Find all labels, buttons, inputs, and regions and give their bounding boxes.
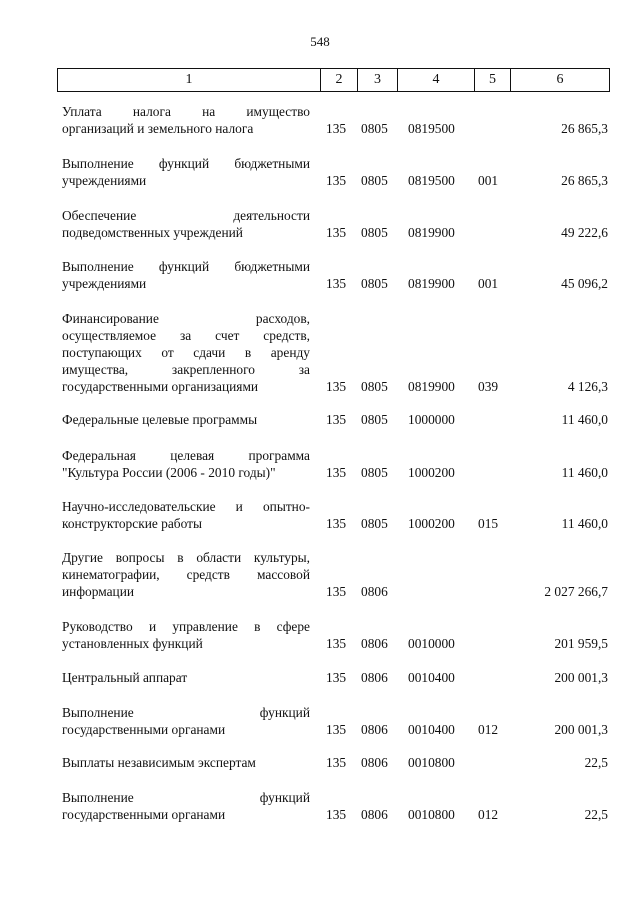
row-col-3: 0805 [361,412,388,427]
table-row [0,790,640,823]
row-col-5: 001 [478,173,499,188]
row-description-line: Обеспечение деятельности [62,208,310,223]
row-col-4: 0819500 [408,121,455,136]
row-col-4: 0819900 [408,276,455,291]
row-description [62,754,310,771]
row-col-3: 0805 [361,465,388,480]
table-row [0,156,640,189]
row-description-line: Выполнение функций [62,790,310,805]
row-description [62,411,310,428]
row-col-3: 0805 [361,516,388,531]
row-description-line: Научно-исследовательские и опытно- [62,499,310,514]
page-number: 548 [310,34,330,49]
row-col-4: 1000200 [408,465,455,480]
row-description-line: Руководство и управление в сфере [62,619,310,634]
row-description-line: поступающих от сдачи в аренду [62,345,310,360]
row-description [62,618,310,652]
row-description [62,704,310,738]
row-col-4: 1000200 [408,516,455,531]
row-col-6: 11 460,0 [561,465,608,480]
row-description-line: Выплаты независимым экспертам [62,755,256,770]
row-col-3: 0805 [361,379,388,394]
row-description [62,310,310,395]
row-col-5: 012 [478,722,499,737]
row-col-6: 201 959,5 [554,636,608,651]
table-row [0,550,640,600]
row-col-3: 0805 [361,121,388,136]
row-col-6: 11 460,0 [561,516,608,531]
row-description-line: конструкторские работы [62,516,202,531]
row-description-line: Финансирование расходов, [62,311,310,326]
row-col-2: 135 [326,636,347,651]
row-description-line: Выполнение функций бюджетными [62,156,310,171]
row-description [62,447,310,481]
row-description-line: "Культура России (2006 - 2010 годы)" [62,465,276,480]
header-col-3: 3 [358,69,398,91]
row-description-line: государственными органами [62,722,226,737]
header-col-4: 4 [398,69,475,91]
row-col-2: 135 [326,722,347,737]
row-description [62,207,310,241]
row-description-line: учреждениями [62,173,147,188]
row-col-5: 001 [478,276,499,291]
row-description-line: учреждениями [62,276,147,291]
row-col-3: 0806 [361,670,388,685]
row-col-4: 0010800 [408,807,455,822]
row-col-4: 0010000 [408,636,455,651]
table-row [0,104,640,137]
row-description-line: имущества, закрепленного за [62,362,310,377]
row-col-6: 4 126,3 [567,379,608,394]
row-col-3: 0806 [361,807,388,822]
row-col-6: 200 001,3 [554,670,608,685]
row-col-2: 135 [326,412,347,427]
table-row [0,669,640,686]
header-col-1: 1 [58,69,321,91]
row-col-5: 039 [478,379,499,394]
table-row [0,411,640,428]
row-col-5: 015 [478,516,499,531]
table-row [0,499,640,532]
row-col-2: 135 [326,465,347,480]
row-col-4: 0819900 [408,379,455,394]
row-col-2: 135 [326,121,347,136]
row-description-line: государственными организациями [62,379,259,394]
row-description-line: подведомственных учреждений [62,225,243,240]
row-col-3: 0806 [361,636,388,651]
row-col-4: 0819500 [408,173,455,188]
row-col-2: 135 [326,516,347,531]
row-description-line: Другие вопросы в области культуры, [62,550,310,565]
row-col-3: 0806 [361,722,388,737]
row-description-line: кинематографии, средств массовой [62,567,310,582]
row-col-2: 135 [326,225,347,240]
row-description-line: Центральный аппарат [62,670,188,685]
row-description-line: Выполнение функций бюджетными [62,259,310,274]
row-description [62,549,310,600]
table-row [0,754,640,771]
row-description [62,103,310,137]
row-col-6: 26 865,3 [561,173,608,188]
row-col-6: 22,5 [584,807,608,822]
row-col-6: 26 865,3 [561,121,608,136]
header-col-5: 5 [475,69,511,91]
row-description [62,669,310,686]
row-col-2: 135 [326,670,347,685]
row-description-line: осуществляемое за счет средств, [62,328,310,343]
row-description-line: Федеральные целевые программы [62,412,258,427]
row-col-4: 1000000 [408,412,455,427]
row-description-line: информации [62,584,135,599]
header-col-6: 6 [556,72,564,87]
row-col-3: 0805 [361,173,388,188]
row-col-2: 135 [326,755,347,770]
row-col-4: 0010400 [408,722,455,737]
row-col-6: 49 222,6 [561,225,608,240]
row-description [62,789,310,823]
table-row [0,208,640,241]
row-description [62,258,310,292]
row-description [62,498,310,532]
row-description-line: организаций и земельного налога [62,121,254,136]
row-col-4: 0819900 [408,225,455,240]
row-description-line: Выполнение функций [62,705,310,720]
row-col-4: 0010400 [408,670,455,685]
row-col-2: 135 [326,807,347,822]
row-col-6: 11 460,0 [561,412,608,427]
row-col-5: 012 [478,807,499,822]
row-col-4: 0010800 [408,755,455,770]
row-col-6: 2 027 266,7 [544,584,608,599]
row-description-line: Федеральная целевая программа [62,448,310,463]
row-description-line: установленных функций [62,636,203,651]
row-col-3: 0805 [361,225,388,240]
header-col-2: 2 [321,69,358,91]
row-description-line: Уплата налога на имущество [62,104,310,119]
row-col-6: 200 001,3 [554,722,608,737]
row-col-3: 0806 [361,584,388,599]
row-col-3: 0806 [361,755,388,770]
row-col-3: 0805 [361,276,388,291]
row-col-2: 135 [326,584,347,599]
row-col-6: 22,5 [584,755,608,770]
table-row [0,448,640,481]
row-description [62,155,310,189]
row-col-2: 135 [326,276,347,291]
row-col-2: 135 [326,173,347,188]
table-row [0,311,640,395]
table-row [0,705,640,738]
table-row [0,619,640,652]
table-row [0,259,640,292]
row-description-line: государственными органами [62,807,226,822]
row-col-6: 45 096,2 [561,276,608,291]
row-col-2: 135 [326,379,347,394]
